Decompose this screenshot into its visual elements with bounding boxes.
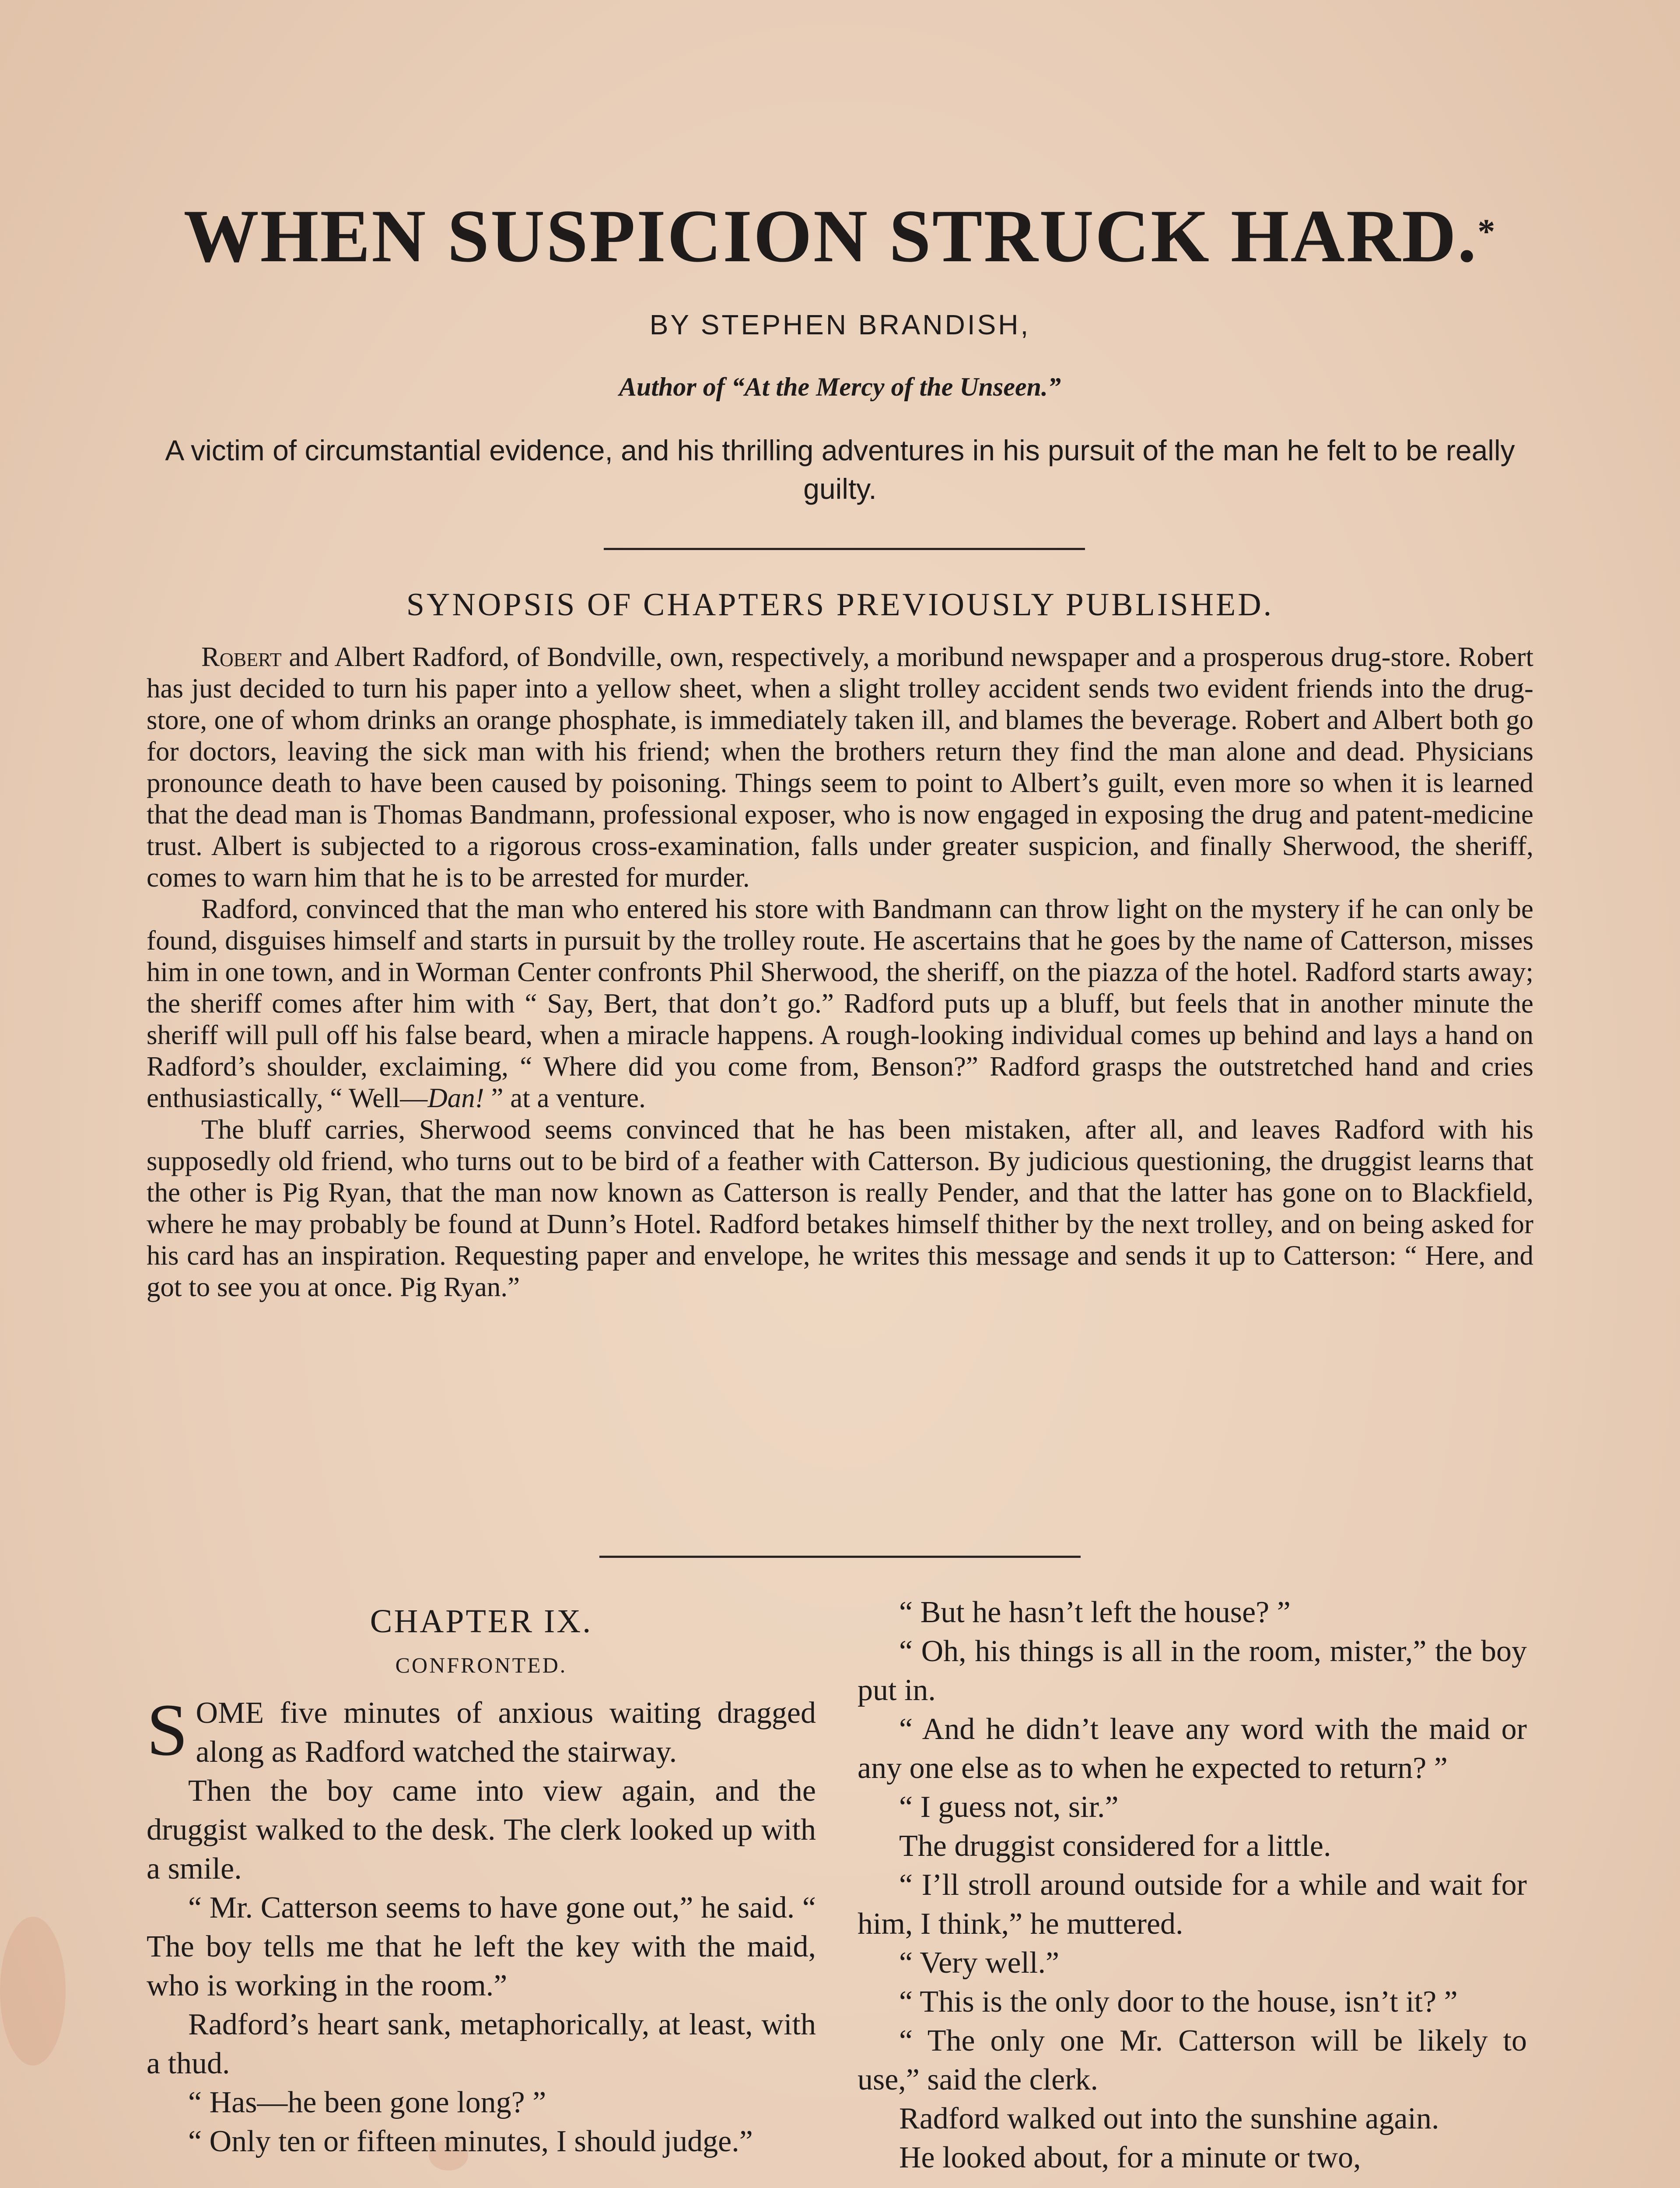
paragraph: “ But he hasn’t left the house? ”	[899, 1595, 1291, 1629]
drop-cap: S	[147, 1689, 188, 1771]
chapter-subtitle: CONFRONTED.	[395, 1653, 567, 1677]
divider-rule	[599, 1556, 1081, 1558]
chapter-title: CHAPTER IX.	[370, 1603, 593, 1640]
paragraph: “ The only one Mr. Catterson will be likely to use,” said the clerk.	[858, 2024, 1527, 2097]
article-title: WHEN SUSPICION STRUCK HARD.*	[183, 195, 1497, 278]
text-column-left	[147, 1593, 816, 2161]
paragraph: “ Has—he been gone long? ”	[188, 2086, 546, 2119]
paragraph: He looked about, for a minute or two,	[899, 2141, 1361, 2174]
synopsis-paragraph: Robert and Albert Radford, of Bondville, own, respectively, a moribund newspaper and a prosperous drug-store. Robert has just decided to turn his paper into a yellow sheet, when a slight trolley accident sends two evident friends into the drug-store, one of whom drinks an orange phosphate, is immediately taken ill, and blames the beverage. Robert and Albert both go for doctors, leaving the sick man with his friend; when the brothers return they find the man alone and dead. Physicians pronounce death to have been caused by poisoning. Things seem to point to Albert’s guilt, even more so when it is learned that the dead man is Thomas Bandmann, professional exposer, who is now engaged in exposing the drug and patent-medicine trust. Albert is subjected to a rigorous cross-examination, falls under greater suspicion, and finally Sherwood, the sheriff, comes to warn him that he is to be arrested for murder.	[147, 642, 1533, 893]
byline: BY STEPHEN BRANDISH,	[649, 309, 1031, 340]
synopsis-paragraph: The bluff carries, Sherwood seems convinced that he has been mistaken, after all, and leaves Radford with his supposedly old friend, who turns out to be bird of a feather with Catterson. By judicious questioning, the druggist learns that the other is Pig Ryan, that the man now known as Catterson is really Pender, and that the latter has gone on to Blackfield, where he may probably be found at Dunn’s Hotel. Radford betakes himself thither by the next trolley, and on being asked for his card has an inspiration. Requesting paper and envelope, he writes this message and sends it up to Catterson: “ Here, and got to see you at once. Pig Ryan.”	[147, 1114, 1533, 1302]
paragraph: “ I’ll stroll around outside for a while and wait for him, I think,” he muttered.	[858, 1868, 1527, 1941]
synopsis-heading: SYNOPSIS OF CHAPTERS PREVIOUSLY PUBLISHED.	[406, 587, 1274, 623]
synopsis-paragraph: Radford, convinced that the man who entered his store with Bandmann can throw light on the mystery if he can only be found, disguises himself and starts in pursuit by the trolley route. He ascertains that he goes by the name of Catterson, misses him in one town, and in Worman Center confronts Phil Sherwood, the sheriff, on the piazza of the hotel. Radford starts away; the sheriff comes after him with “ Say, Bert, that don’t go.” Radford puts up a bluff, but feels that in another minute the sheriff will pull off his false beard, when a miracle happens. A rough-looking individual comes up behind and lays a hand on Radford’s shoulder, exclaiming, “ Where did you come from, Benson?” Radford grasps the outstretched hand and cries enthusiastically, “ Well—Dan! ” at a venture.	[147, 894, 1533, 1113]
paragraph: The druggist considered for a little.	[899, 1829, 1331, 1863]
paragraph: “ Very well.”	[899, 1946, 1060, 1980]
paper-stain	[0, 1917, 66, 2065]
paragraph: “ I guess not, sir.”	[899, 1790, 1119, 1824]
article-blurb: A victim of circumstantial evidence, and his thrilling adventures in his pursuit of the man he felt to be really guilty.	[165, 434, 1515, 505]
text-column-right	[858, 1593, 1527, 2177]
paragraph: “ Oh, his things is all in the room, mister,” the boy put in.	[858, 1634, 1527, 1707]
paragraph: SOME five minutes of anxious waiting dragged along as Radford watched the stairway.	[147, 1689, 816, 1771]
paragraph: Radford’s heart sank, metaphorically, at least, with a thud.	[147, 2008, 816, 2080]
paragraph: “ Mr. Catterson seems to have gone out,” he said. “ The boy tells me that he left the key with the maid, who is working in the room.”	[147, 1891, 816, 2002]
paragraph: Radford walked out into the sunshine again.	[899, 2102, 1439, 2135]
author-note: Author of “At the Mercy of the Unseen.”	[619, 372, 1061, 401]
paragraph: “ Only ten or fifteen minutes, I should judge.”	[188, 2125, 753, 2158]
synopsis-text	[147, 641, 1533, 1303]
divider-rule	[604, 548, 1085, 550]
paragraph: “ And he didn’t leave any word with the maid or any one else as to when he expected to return? ”	[858, 1712, 1527, 1785]
paragraph: Then the boy came into view again, and the druggist walked to the desk. The clerk looked up with a smile.	[147, 1774, 816, 1886]
paragraph: “ This is the only door to the house, isn’t it? ”	[899, 1985, 1458, 2019]
